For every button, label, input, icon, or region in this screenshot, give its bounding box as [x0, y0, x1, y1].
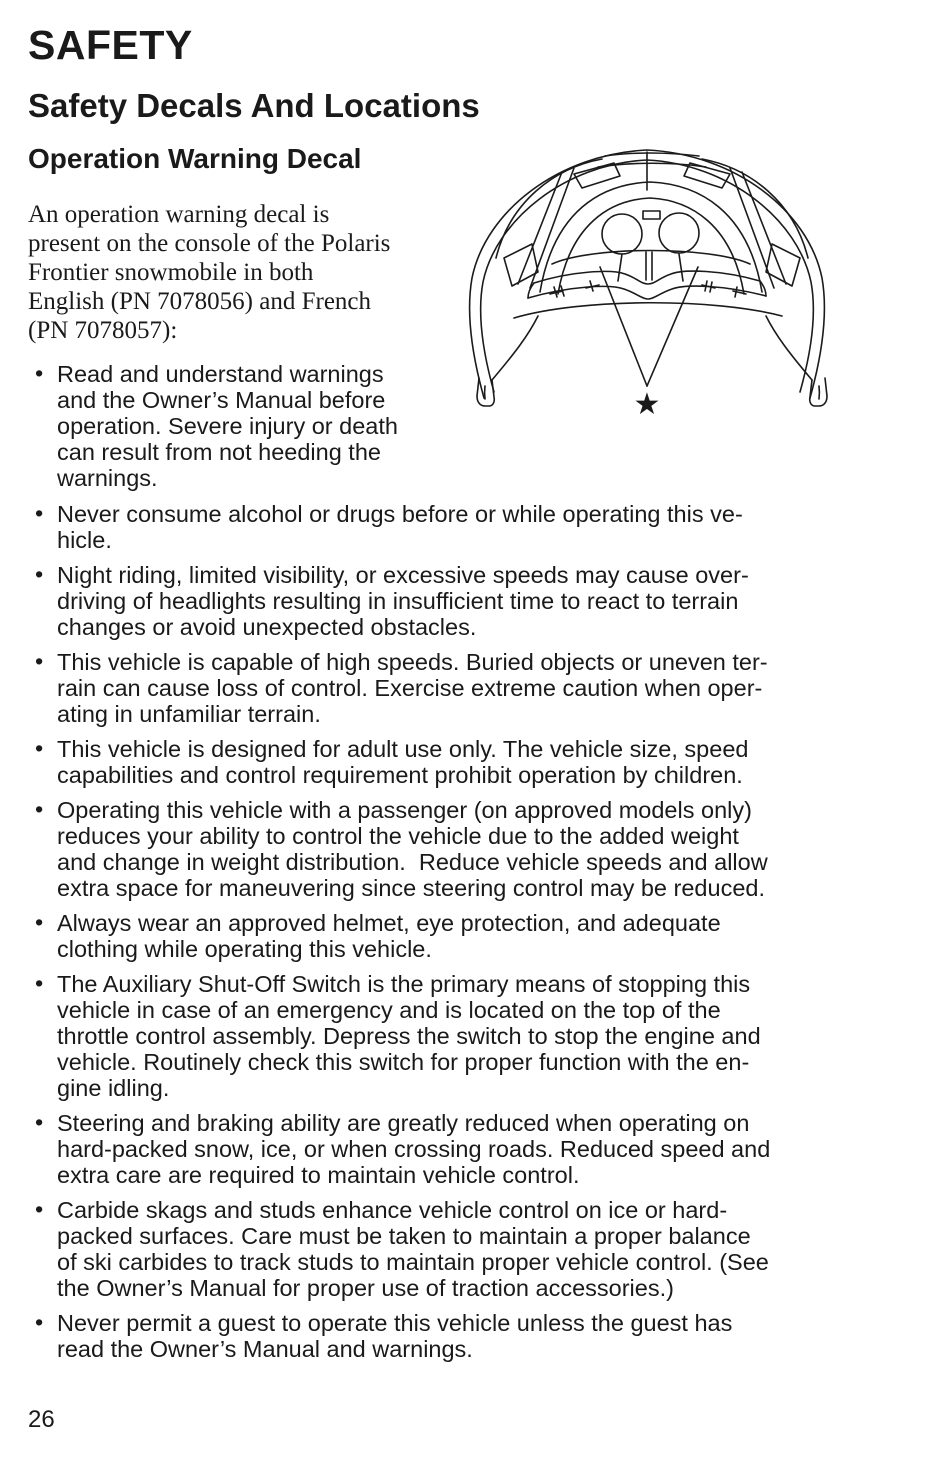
- warning-bullet: [28, 736, 922, 788]
- bullet-marker: •: [35, 735, 44, 762]
- bullet-marker: •: [35, 909, 44, 936]
- section-heading: Safety Decals And Locations: [28, 87, 480, 125]
- bullet-marker: •: [35, 648, 44, 675]
- bullet-text: This vehicle is designed for adult use only. The vehicle size, speed capabilities and control requirement prohibit operation by children.: [57, 736, 749, 789]
- bullet-text: This vehicle is capable of high speeds. Buried objects or uneven ter- rain can cause loss of control. Exercise extreme caution when oper- ating in unfamiliar terrain.: [57, 649, 768, 728]
- bullet-text: The Auxiliary Shut-Off Switch is the primary means of stopping this vehicle in case of an emergency and is located on the top of the throttle control assembly. Depress the switch to stop the engine and vehicle. Routinely check this switch for proper function with the en- gine idling.: [57, 971, 761, 1102]
- bullet-marker: •: [35, 1109, 44, 1136]
- bullet-text: Operating this vehicle with a passenger (on approved models only) reduces your ability to control the vehicle due to the added weight and change in weight distribution. Reduce vehicle speeds and allow extra space for maneuvering since steering control may be reduced.: [57, 797, 768, 902]
- decal-location-star-icon: ★: [633, 388, 661, 421]
- snowmobile-console-figure: [462, 140, 842, 440]
- bullet-text: Carbide skags and studs enhance vehicle control on ice or hard- packed surfaces. Care must be taken to maintain a proper balance of ski carbides to track studs to maintain proper vehicle control. (See the Owner’s Manual for proper use of traction accessories.): [57, 1197, 769, 1302]
- warning-bullet: [28, 1197, 922, 1301]
- bullet-text: Read and understand warnings and the Owner’s Manual before operation. Severe injury or death can result from not heeding the warnings.: [57, 361, 398, 492]
- warning-list: [28, 501, 922, 1362]
- snowmobile-console-drawing: [462, 140, 842, 440]
- warning-bullet: [28, 1310, 922, 1362]
- warning-bullet: [28, 649, 922, 727]
- bullet-marker: •: [35, 1196, 44, 1223]
- bullet-marker: •: [35, 796, 44, 823]
- page-title: SAFETY: [28, 22, 193, 68]
- bullet-text: Steering and braking ability are greatly reduced when operating on hard-packed snow, ice, or when crossing roads. Reduced speed and extra care are required to maintain vehicle control.: [57, 1110, 771, 1189]
- warning-bullet: [28, 562, 922, 640]
- warning-bullet-first: [28, 361, 507, 491]
- warning-bullet: [28, 971, 922, 1101]
- warning-bullet: [28, 797, 922, 901]
- warning-bullet: [28, 910, 922, 962]
- bullet-marker: •: [35, 500, 44, 527]
- bullet-text: Night riding, limited visibility, or excessive speeds may cause over- driving of headlights resulting in insufficient time to react to terrain changes or avoid unexpected obstacles.: [57, 562, 749, 641]
- page-number: 26: [28, 1406, 55, 1433]
- bullet-marker: •: [35, 1309, 44, 1336]
- warning-bullet: [28, 1110, 922, 1188]
- bullet-marker: •: [35, 360, 44, 387]
- bullet-text: Never consume alcohol or drugs before or while operating this ve- hicle.: [57, 501, 743, 554]
- bullet-text: Never permit a guest to operate this vehicle unless the guest has read the Owner’s Manual and warnings.: [57, 1310, 733, 1363]
- intro-paragraph: An operation warning decal is present on the console of the Polaris Frontier snowmobile in both English (PN 7078056) and French (PN 7078057):: [28, 201, 391, 345]
- warning-bullet: [28, 501, 922, 553]
- bullet-marker: •: [35, 970, 44, 997]
- subsection-heading: Operation Warning Decal: [28, 142, 362, 174]
- bullet-text: Always wear an approved helmet, eye protection, and adequate clothing while operating this vehicle.: [57, 910, 721, 963]
- bullet-marker: •: [35, 561, 44, 588]
